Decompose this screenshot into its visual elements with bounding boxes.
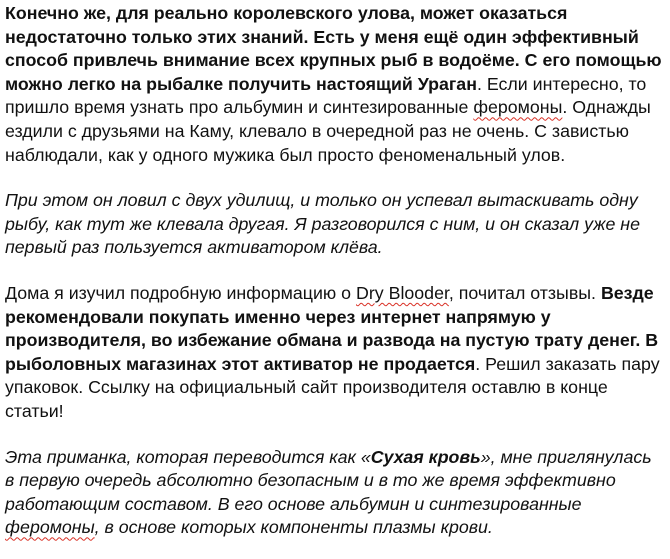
body-text: Дома я изучил подробную информацию о xyxy=(5,282,356,303)
body-text: . Решил заказать пару упаковок. Ссылку на официальный сайт производителя оставлю в конце статьи! xyxy=(5,353,660,421)
italic-text: Эта приманка, которая переводится как « xyxy=(5,446,371,467)
bold-text: Конечно же, для реально королевского улова, может оказаться недостаточно только этих знаний. Есть у меня ещё один эффективный способ привлечь внимание всех крупных рыб в водоёме. С его помощью можно легко на рыбалке получить настоящий Ураган xyxy=(5,3,662,94)
italic-text: », мне приглянулась в первую очередь абсолютно безопасным и в то же время эффективно работающим составом. В его основе альбумин и синтезированные xyxy=(5,446,652,514)
body-text: . Однажды ездили с друзьями на Каму, клевало в очередной раз не очень. С завистью наблюдали, как у одного мужика был просто феноменальный улов. xyxy=(5,97,651,165)
body-text: . Если интересно, то пришло время узнать про альбумин и синтезированные xyxy=(5,73,647,118)
paragraph-1 xyxy=(5,2,665,167)
bold-italic-text: Сухая кровь xyxy=(370,446,481,467)
paragraph-4 xyxy=(5,446,665,540)
body-text: , почитал отзывы. xyxy=(448,282,601,303)
paragraph-2 xyxy=(5,189,665,260)
italic-text: При этом он ловил с двух удилищ, и только он успевал вытаскивать одну рыбу, как тут же клевала другая. Я разговорился с ним, и он сказал уже не первый раз пользуется активатором клёва. xyxy=(5,190,640,258)
spellcheck-underlined-italic-word: феромоны xyxy=(5,517,95,538)
italic-text: , в основе которых компоненты плазмы крови. xyxy=(94,517,493,538)
spellcheck-underlined-product-name: Dry Blooder xyxy=(356,282,449,303)
spellcheck-underlined-word: феромоны xyxy=(473,97,563,118)
bold-text: Везде рекомендовали покупать именно через интернет напрямую у производителя, во избежание обмана и развода на пустую трату денег. В рыболовных магазинах этот активатор не продается xyxy=(5,282,659,374)
paragraph-3 xyxy=(5,282,665,424)
